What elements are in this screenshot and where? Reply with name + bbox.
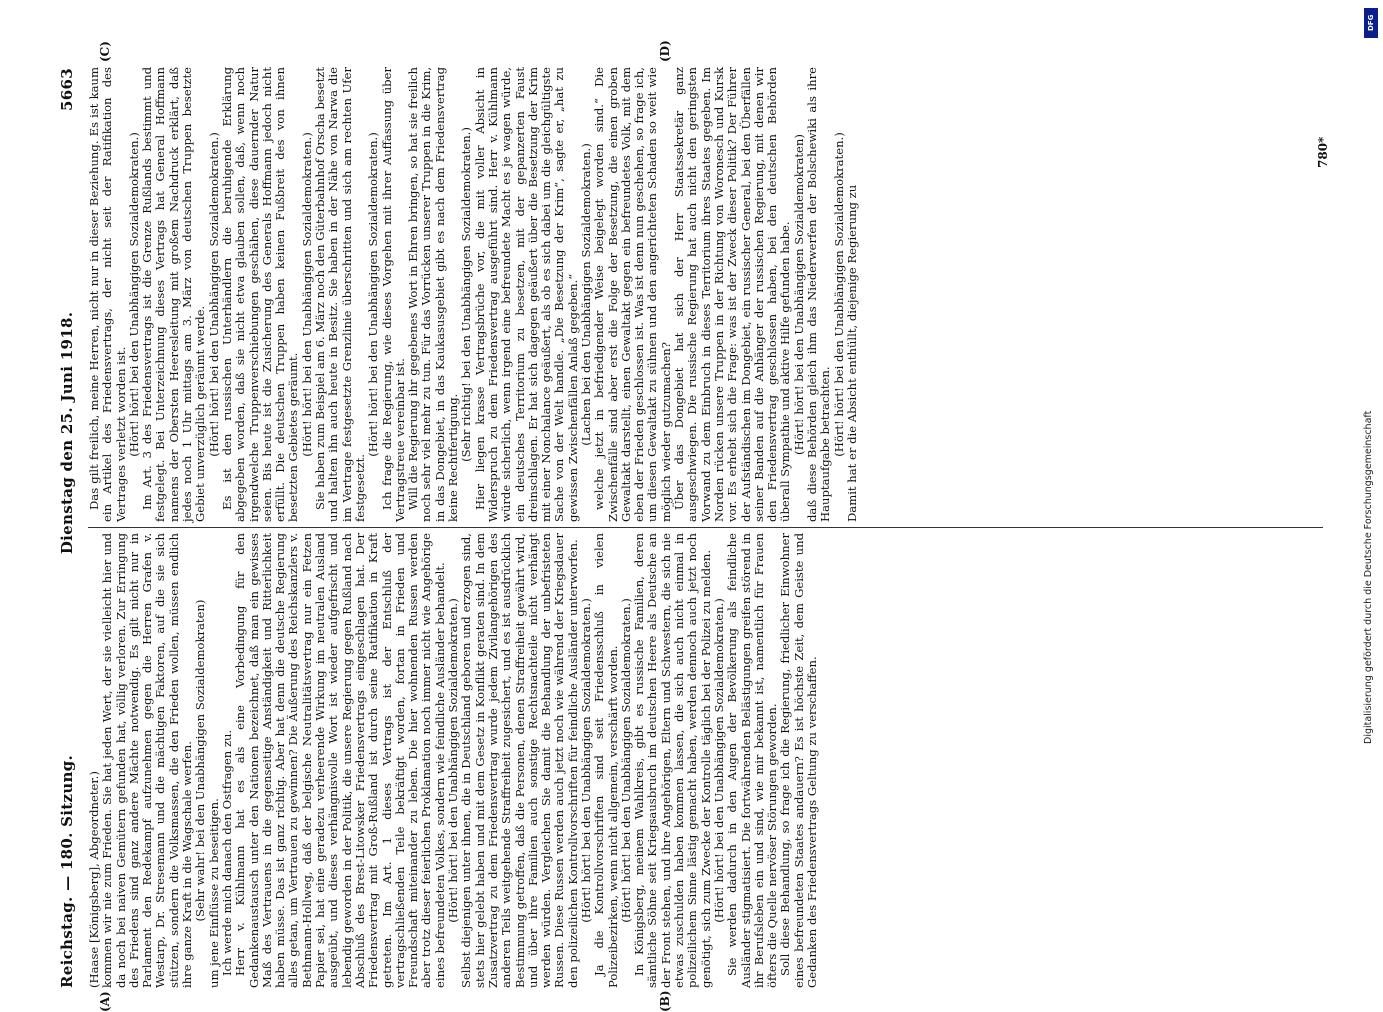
paragraph: welche jetzt in befriedigender Weise beigelegt worden sind.“ Die Zwischenfälle sind aber erst die Folge der Besetzung, die einen groben Gewaltakt darstellt, einen Gewaltakt gegen ein befreundetes Volk, mit dem eben der Frieden geschlossen ist. Was ist denn nun geschehen, so frage ich, um diesen Gewaltakt zu sühnen und den angerichteten Schaden so weit wie möglich wieder gutzumachen?: [593, 67, 673, 522]
interjection: (Hört! hört! bei den Unabhängigen Sozialdemokraten.): [620, 533, 633, 988]
paragraph: Herr v. Kühlmann hat es als eine Vorbedingung für den Gedankenaustausch unter den Nationen bezeichnet, daß man ein gewisses Maß des Vertrauens in die gegenseitige Anständigkeit und Ritterlichkeit haben müsse. Das ist ganz richtig. Aber hat denn die deutsche Regierung alles getan, um Vertrauen zu gewinnen? Die Äußerung des Reichskanzlers v. Bethmann-Hollweg, daß der belgische Neutralitätsvertrag nur ein Fetzen Papier sei, hat eine geradezu verheerende Wirkung im neutralen Ausland ausgeübt, und dieses verhängnisvolle Wort ist wieder aufgefrischt und lebendig geworden in der Politik, die unsere Regierung gegen Rußland nach Abschluß des Brest-Litowsker Friedensvertrags eingeschlagen hat. Der Friedensvertrag mit Groß-Rußland ist durch seine Ratifikation in Kraft getreten. Im Art. 1 dieses Vertrags ist der Entschluß der vertragschließenden Teile bekräftigt worden, fortan in Frieden und Freundschaft miteinander zu leben. Die hier wohnenden Russen werden aber trotz dieser feierlichen Proklamation noch immer nicht wie Angehörige eines befreundeten Volkes, sondern wie feindliche Ausländer behandelt.: [234, 533, 447, 988]
margin-mark-b: (B): [658, 991, 672, 1012]
paragraph: Das gilt freilich, meine Herren, nicht nur in dieser Beziehung. Es ist kaum ein Artikel des Friedensvertrags, der nicht seit der Ratifikation des Vertrages verletzt worden ist.: [88, 67, 128, 522]
page-footer-number: 780*: [1316, 137, 1330, 168]
paragraph: Ja die Kontrollvorschriften sind seit Friedensschluß in vielen Polizeibezirken, wenn nicht allgemein, verschärft worden.: [593, 533, 620, 988]
digitization-note: Digitalisierung gefördert durch die Deutsche Forschungsgemeinschaft: [1363, 44, 1374, 744]
paragraph: (Haase [Königsberg], Abgeordneter.): [88, 533, 101, 988]
interjection: (Hört! hört! bei den Unabhängigen Sozialdemokraten): [793, 67, 806, 522]
dfg-logo-icon: DFG: [1364, 8, 1378, 38]
interjection: (Hört! hört! bei den Unabhängigen Sozialdemokraten.): [301, 67, 314, 522]
paragraph: Ich werde mich danach den Ostfragen zu.: [221, 533, 234, 988]
paragraph: Im Art. 3 des Friedensvertrags ist die Grenze Rußlands bestimmt und festgelegt. Bei Unterzeichnung dieses Vertrags hat General Hoffmann namens der Obersten Heeresleitung mit großem Nachdruck erklärt, daß jedes noch 1 Uhr mittags am 3. März von deutschen Truppen besetzte Gebiet unverzüglich geräumt werde.: [141, 67, 207, 522]
margin-mark-c: (C): [98, 41, 112, 62]
paragraph: Sie haben zum Beispiel am 6. März noch den Güterbahnhof Orscha besetzt und halten ihn auch heute in Besitz. Sie haben in der Nähe von Narwa die im Vertrage festgesetzte Grenzlinie überschritten und sich am rechten Ufer festgesetzt.: [314, 67, 367, 522]
interjection: (Sehr richtig! bei den Unabhängigen Sozialdemokraten.): [460, 67, 473, 522]
paragraph: In Königsberg, meinem Wahlkreis, gibt es russische Familien, deren sämtliche Söhne seit Kriegsausbruch im deutschen Heere als Deutsche an der Front stehen, und ihre Angehörigen, Eltern und Schwestern, die sich nie etwas zuschulden haben kommen lassen, die sich auch nicht einmal in polizeilichem Sinne lästig gemacht haben, werden dennoch auch jetzt noch genötigt, sich zum Zwecke der Kontrolle täglich bei der Polizei zu melden.: [633, 533, 713, 988]
paragraph: Will die Regierung ihr gegebenes Wort in Ehren bringen, so hat sie freilich noch sehr viel mehr zu tun. Für das Vorrücken unserer Truppen in die Krim, in das Dongebiet, in das Kaukasusgebiet gibt es nach dem Friedensvertrag keine Rechtfertigung.: [407, 67, 460, 522]
paragraph: daß diese Behörden gleich ihm das Niederwerfen der Bolschewiki als ihre Hauptaufgabe betrachten.: [806, 67, 833, 522]
paragraph: kommen wir nie zum Frieden. Sie hat jeden Wert, der sie vielleicht hier und da noch bei naiven Gemütern gefunden hat, völlig verloren. Zur Erringung des Friedens sind ganz andere Mächte notwendig. Es gilt nicht nur in Parlament den Redekampf aufzunehmen gegen die Herren Grafen v. Westarp, Dr. Stresemann und die mächtigen Faktoren, auf die sie sich stützen, sondern die Volksmassen, die den Frieden wollen, müssen endlich ihre ganze Kraft in die Wagschale werfen.: [101, 533, 194, 988]
page-header: [58, 68, 84, 988]
right-column: [88, 67, 1328, 522]
header-page-number: 5663: [58, 68, 76, 111]
paragraph: Es ist den russischen Unterhändlern die beruhigende Erklärung abgegeben worden, daß sie nicht etwa glauben sollen, daß, wenn noch irgendwelche Truppenverschiebungen geschähen, diese dauernder Natur seien. Bis heute ist die Zusicherung des Generals Hoffmann jedoch nicht erfüllt. Die deutschen Truppen haben keinen Fußbreit des von ihnen besetzten Gebietes geräumt.: [221, 67, 301, 522]
header-session: Reichstag. — 180. Sitzung.: [58, 755, 76, 988]
header-date: Dienstag den 25. Juni 1918.: [58, 312, 76, 554]
paragraph: Soll diese Behandlung, so frage ich die Regierung, friedlicher Einwohner eines befreundeten Staates andauern? Es ist höchste Zeit, dem Geiste und Gedanken des Friedensvertrags Geltung zu verschaffen.: [779, 533, 819, 988]
left-column: [88, 533, 1328, 988]
digitization-strip: [1357, 0, 1383, 1000]
margin-mark-a: (A): [98, 991, 112, 1012]
paragraph: Sie werden dadurch in den Augen der Bevölkerung als feindliche Ausländer stigmatisiert. Die fortwährenden Belästigungen greifen störend in ihr Berufsleben ein und sind, wie mir bekannt ist, namentlich für Frauen öfters die Quelle nervöser Störungen geworden.: [726, 533, 779, 988]
interjection: (Hört! hört! bei den Unabhängigen Sozialdemokraten.): [367, 67, 380, 522]
interjection: (Hört! hört! bei den Unabhängigen Sozialdemokraten.): [208, 67, 221, 522]
interjection: (Lachen bei den Unabhängigen Sozialdemokraten.): [580, 67, 593, 522]
paragraph: um jene Einflüsse zu beseitigen.: [208, 533, 221, 988]
interjection: (Hört! hört! bei den Unabhängigen Sozialdemokraten.): [447, 533, 460, 988]
paragraph: Selbst diejenigen unter ihnen, die in Deutschland geboren und erzogen sind, stets hier gelebt haben und mit dem Gesetz in Konflikt geraten sind. In dem Zusatzvertrag zu dem Friedensvertrag wurde jedem Zivilangehörigen des anderen Teils weitgehende Straffreiheit zugesichert, und es ist ausdrücklich Bestimmung getroffen, daß die Personen, denen Straffreiheit gewährt wird, und über ihre Familien auch sonstige Rechtsnachteile nicht verhängt werden würden. Vergleichen Sie damit die Behandlung der unbefristeten Russen. Diese Russen werden auch jetzt noch wie während der Kriegsdauer den polizeilichen Kontrollvorschriften für feindliche Ausländer unterworfen.: [460, 533, 580, 988]
interjection: (Hört! hört! bei den Unabhängigen Sozialdemokraten.): [128, 67, 141, 522]
column-divider: [88, 527, 1323, 528]
margin-mark-d: (D): [658, 40, 672, 62]
interjection: (Hört! hört! bei den Unabhängigen Sozialdemokraten.): [713, 533, 726, 988]
interjection: (Hört! hört! bei den Unabhängigen Sozialdemokraten.): [833, 67, 846, 522]
paragraph: Damit hat er die Absicht enthüllt, diejenige Regierung zu: [846, 67, 859, 522]
interjection: (Sehr wahr! bei den Unabhängigen Sozialdemokraten): [194, 533, 207, 988]
interjection: (Hört! hört! bei den Unabhängigen Sozialdemokraten.): [580, 533, 593, 988]
paragraph: Über das Dongebiet hat sich der Herr Staatssekretär ganz ausgeschwiegen. Die russische Regierung hat auch nicht den geringsten Vorwand zu dem Einbruch in dieses Territorium ihres Staates gegeben. Im Norden rücken unsere Truppen in der Richtung von Woronesch und Kursk vor. Es erhebt sich die Frage: was ist der Zweck dieser Politik? Der Führer der Aufständischen im Dongebiet, ein russischer General, bei den Überfällen seiner Banden auf die Anhänger der russischen Regierung, mit denen wir den Friedensvertrag geschlossen haben, bei den deutschen Behörden überall Sympathie und aktive Hilfe gefunden habe.: [673, 67, 793, 522]
rotated-page-content: [58, 68, 1348, 988]
paragraph: Hier liegen krasse Vertragsbrüche vor, die mit voller Absicht in Widerspruch zu dem Friedensvertrag ausgeführt sind. Herr v. Kühlmann würde sicherlich, wenn irgend eine befreundete Macht es je wagen würde, ein deutsches Territorium zu besetzen, mit der gepanzerten Faust dreinschlagen. Er hat sich dagegen geäußert über die Besetzung der Krim mit einer Nonchalance geäußert, als ob es sich dabei um die gleichgültigste Sache von der Welt handle. „Die Besetzung der Krim“, sagte er, „hat zu gewissen Zwischenfällen Anlaß gegeben.“: [474, 67, 580, 522]
paragraph: Ich frage die Regierung, wie dieses Vorgehen mit ihrer Auffassung über Vertragstreue vereinbar ist.: [381, 67, 408, 522]
